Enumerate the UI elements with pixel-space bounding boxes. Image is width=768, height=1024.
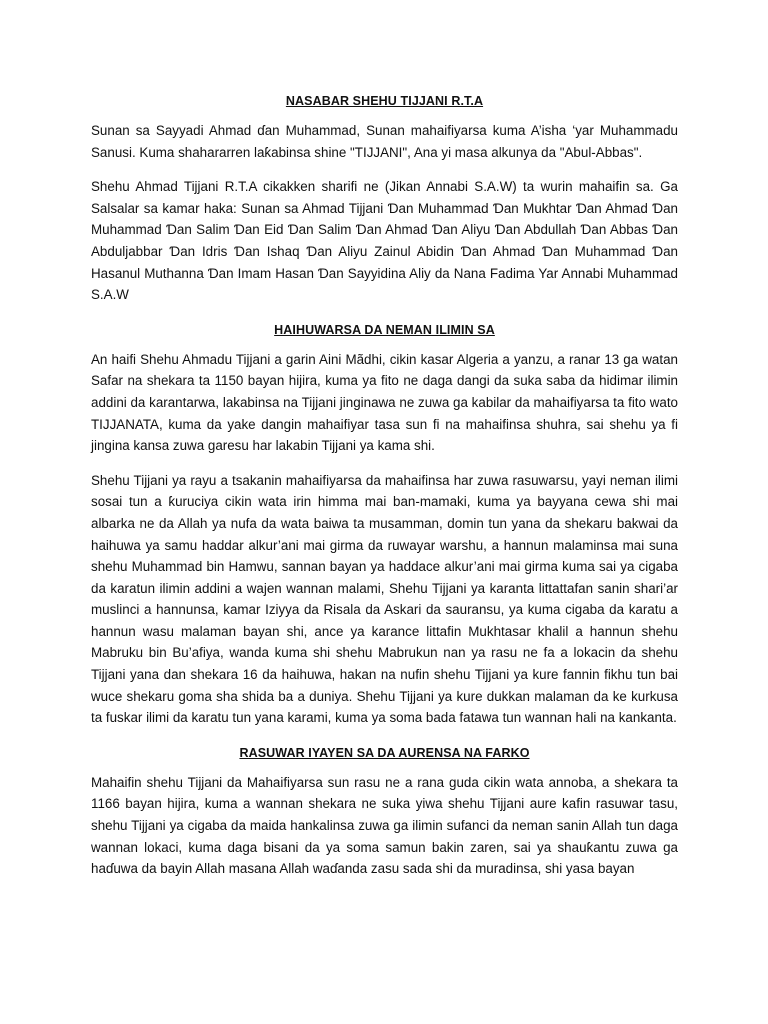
paragraph: Shehu Tijjani ya rayu a tsakanin mahaifiyarsa da mahaifinsa har zuwa rasuwarsu, yayi neman ilimi sosai tun a ƙuruciya cikin wata irin himma mai ban-mamaki, kuma ya bayyana cewa shi mai albarka ne da Allah ya nufa da wata baiwa ta musamman, domin tun yana da shekaru bakwai da haihuwa ya samu haddar alkur’ani mai girma da ruwayar warshu, a hannun malaminsa mai suna shehu Muhammad bin Hamwu, sannan bayan ya haddace alkur’ani mai girma kuma sai ya cigaba da karatun ilimin addini a wajen wannan malami, Shehu Tijjani ya karanta littattafan sanin shari’ar muslinci a hannunsa, kamar Iziyya da Risala da Askari da sauransu, ya kuma cigaba da karatu a hannun wasu malaman bayan shi, ance ya karance littafin Mukhtasar khalil a hannun shehu Mabruku bin Bu’afiya, wanda kuma shi shehu Mabrukun nan ya rasu ne fa a lokacin da shehu Tijjani yana dan shekara 16 da haihuwa, hakan na nufin shehu Tijjani ya kure fannin fikhu tun bai wuce shekaru goma sha shida ba a duniya. Shehu Tijjani ya kure dukkan malaman da ke kurkusa ta fuskar ilimi da karatu tun yana karami, kuma ya soma bada fatawa tun wannan hali na kankanta. <box>91 472 678 726</box>
paragraph: Sunan sa Sayyadi Ahmad ɗan Muhammad, Sunan mahaifiyarsa kuma A’isha ‘yar Muhammadu Sanusi. Kuma shahararren laƙabinsa shine "TIJJANI", Ana yi masa alkunya da "Abul-Abbas". <box>91 123 678 160</box>
paragraph: An haifi Shehu Ahmadu Tijjani a garin Aini Mãdhi, cikin kasar Algeria a yanzu, a ranar 13 ga watan Safar na shekara ta 1150 bayan hijira, kuma ya fito ne daga dangi da suka saba da hidimar ilimin addini da karantarwa, lakabinsa na Tijjani jinginawa ne zuwa ga kabilar da mahaifiyarsa ta fito wato TIJJANATA, kuma da yake dangin mahaifiyar tasa sun fi na mahaifinsa shuhra, sai shehu ya fi jingina kansa zuwa garesu har lakabin Tijjani ya kama shi. <box>91 351 678 454</box>
paragraph: Shehu Ahmad Tijjani R.T.A cikakken sharifi ne (Jikan Annabi S.A.W) ta wurin mahaifin sa. Ga Salsalar sa kamar haka: Sunan sa Ahmad Tijjani Ɗan Muhammad Ɗan Mukhtar Ɗan Ahmad Ɗan Muhammad Ɗan Salim Ɗan Eid Ɗan Salim Ɗan Ahmad Ɗan Aliyu Ɗan Abdullah Ɗan Abbas Ɗan Abduljabbar Ɗan Idris Ɗan Ishaq Ɗan Aliyu Zainul Abidin Ɗan Ahmad Ɗan Muhammad Ɗan Hasanul Muthanna Ɗan Imam Hasan Ɗan Sayyidina Aliy da Nana Fadima Yar Annabi Muhammad S.A.W <box>91 179 678 303</box>
section-heading-nasabar: NASABAR SHEHU TIJJANI R.T.A <box>285 94 484 108</box>
section-heading-rasuwar: RASUWAR IYAYEN SA DA AURENSA NA FARKO <box>239 745 530 760</box>
section-heading-haihuwarsa: HAIHUWARSA DA NEMAN ILIMIN SA <box>274 322 495 337</box>
paragraph: Mahaifin shehu Tijjani da Mahaifiyarsa sun rasu ne a rana guda cikin wata annoba, a shekara ta 1166 bayan hijira, kuma a wannan shekara ne suka yiwa shehu Tijjani aure kafin rasuwar tasu, shehu Tijjani ya cigaba da maida hankalinsa zuwa ga ilimin sufanci da neman sanin Allah tun daga wannan lokaci, kuma daga bisani da ya soma samun bakin zaren, sai ya shauƙantu zuwa ga haɗuwa da bayin Allah masana Allah waɗanda zasu sada shi da muradinsa, shi yasa bayan <box>91 774 678 877</box>
document-page <box>91 90 678 880</box>
